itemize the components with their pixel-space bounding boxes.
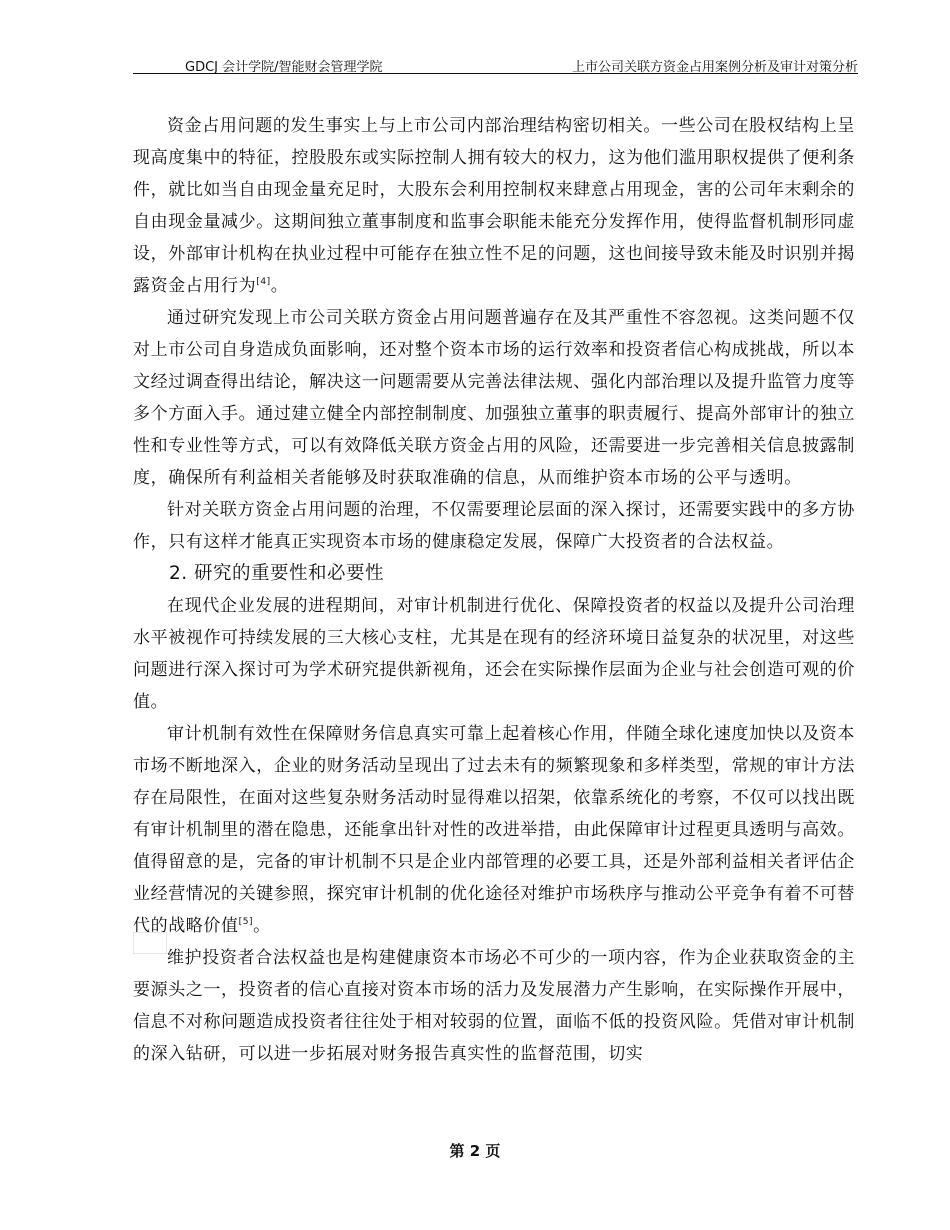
paragraph-5-text: 审计机制有效性在保障财务信息真实可靠上起着核心作用，伴随全球化速度加快以及资本市场不断地深入，企业的财务活动呈现出了过去未有的频繁现象和多样类型，常规的审计方法存在局限性，在面对这些复杂财务活动时显得难以招架，依靠系统化的考察，不仅可以找出既有审计机制里的潜在隐患，还能拿出针对性的改进举措，由此保障审计过程更具透明与高效。值得留意的是，完备的审计机制不只是企业内部管理的必要工具，还是外部利益相关者评估企业经营情况的关键参照，探究审计机制的优化途径对维护市场秩序与推动公平竞争有着不可替代的战略价值 [133, 724, 855, 936]
paragraph-3: 针对关联方资金占用问题的治理，不仅需要理论层面的深入探讨，还需要实践中的多方协作，只有这样才能真正实现资本市场的健康稳定发展，保障广大投资者的合法权益。 [133, 500, 855, 552]
citation-4: [4] [256, 277, 271, 287]
header-right: 上市公司关联方资金占用案例分析及审计对策分析 [571, 60, 858, 75]
paragraph-1 [133, 110, 855, 302]
page-number: 第 2 页 [449, 1142, 501, 1160]
page-header [133, 56, 858, 74]
section-heading: 2. 研究的重要性和必要性 [169, 563, 385, 584]
paragraph-1-text: 资金占用问题的发生事实上与上市公司内部治理结构密切相关。一些公司在股权结构上呈现高度集中的特征，控股股东或实际控制人拥有较大的权力，这为他们滥用职权提供了便利条件，就比如当自由现金量充足时，大股东会利用控制权来肆意占用现金，害的公司年末剩余的自由现金量减少。这期间独立董事制度和监事会职能未能充分发挥作用，使得监督机制形同虚设，外部审计机构在执业过程中可能存在独立性不足的问题，这也间接导致未能及时识别并揭露资金占用行为 [133, 116, 855, 296]
citation-5: [5] [238, 917, 254, 927]
paragraph-4: 在现代企业发展的进程期间，对审计机制进行优化、保障投资者的权益以及提升公司治理水平被视作可持续发展的三大核心支柱，尤其是在现有的经济环境日益复杂的状况里，对这些问题进行深入探讨可为学术研究提供新视角，还会在实际操作层面为企业与社会创造可观的价值。 [133, 596, 855, 712]
indent-marker [133, 932, 167, 954]
header-left: GDCJ 会计学院/智能财会管理学院 [185, 60, 383, 75]
header-rule [133, 73, 858, 74]
page-body [133, 110, 855, 1070]
paragraph-2: 通过研究发现上市公司关联方资金占用问题普遍存在及其严重性不容忽视。这类问题不仅对上市公司自身造成负面影响，还对整个资本市场的运行效率和投资者信心构成挑战，所以本文经过调查得出结论，解决这一问题需要从完善法律法规、强化内部治理以及提升监管力度等多个方面入手。通过建立健全内部控制制度、加强独立董事的职责履行、提高外部审计的独立性和专业性等方式，可以有效降低关联方资金占用的风险，还需要进一步完善相关信息披露制度，确保所有利益相关者能够及时获取准确的信息，从而维护资本市场的公平与透明。 [133, 308, 855, 488]
paragraph-5 [133, 718, 855, 942]
paragraph-1-end: 。 [270, 276, 289, 296]
paragraph-5-end: 。 [253, 916, 271, 936]
paragraph-6: 维护投资者合法权益也是构建健康资本市场必不可少的一项内容，作为企业获取资金的主要源头之一，投资者的信心直接对资本市场的活力及发展潜力产生影响，在实际操作开展中，信息不对称问题造成投资者往往处于相对较弱的位置，面临不低的投资风险。凭借对审计机制的深入钻研，可以进一步拓展对财务报告真实性的监督范围，切实 [133, 948, 855, 1064]
